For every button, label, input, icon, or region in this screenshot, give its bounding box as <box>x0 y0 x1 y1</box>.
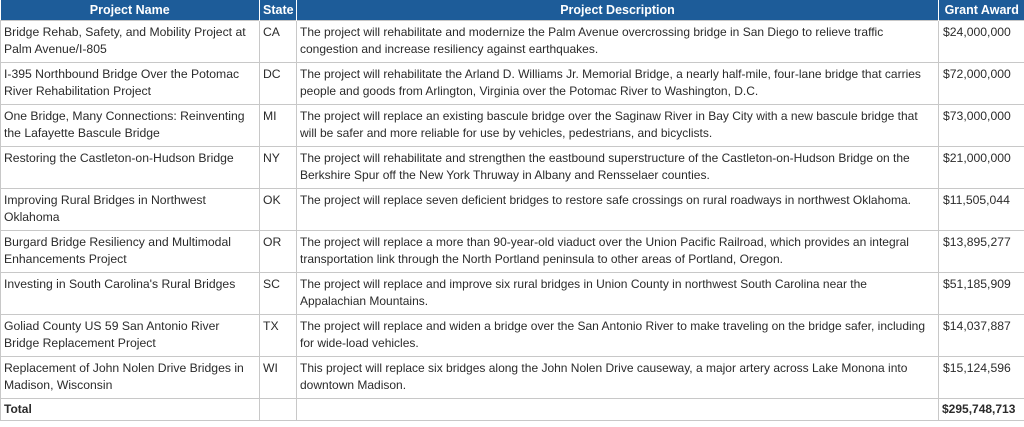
grant-award-cell: $15,124,596 <box>939 357 1024 399</box>
description-cell: The project will rehabilitate and modernize the Palm Avenue overcrossing bridge in San Diego to relieve traffic congestion and increase resiliency against earthquakes. <box>297 21 939 63</box>
grant-award-cell: $24,000,000 <box>939 21 1024 63</box>
project-name-cell: Improving Rural Bridges in Northwest Oklahoma <box>1 189 260 231</box>
state-cell: OR <box>260 231 297 273</box>
project-name-cell: I-395 Northbound Bridge Over the Potomac River Rehabilitation Project <box>1 63 260 105</box>
grant-award-cell: $21,000,000 <box>939 147 1024 189</box>
total-grant-award-cell: $295,748,713 <box>939 399 1024 421</box>
state-cell: OK <box>260 189 297 231</box>
description-cell: The project will replace an existing bascule bridge over the Saginaw River in Bay City with a new bascule bridge that will be safer and more reliable for use by vehicles, pedestrians, and bicyclists. <box>297 105 939 147</box>
table-row <box>1 315 1024 357</box>
description-cell: The project will replace and widen a bridge over the San Antonio River to make traveling on the bridge safer, including for wide-load vehicles. <box>297 315 939 357</box>
state-cell: TX <box>260 315 297 357</box>
table-row <box>1 63 1024 105</box>
header-project-name: Project Name <box>1 0 260 21</box>
project-name-cell: Restoring the Castleton-on-Hudson Bridge <box>1 147 260 189</box>
state-cell: MI <box>260 105 297 147</box>
table-row <box>1 357 1024 399</box>
header-state: State <box>260 0 297 21</box>
header-project-description: Project Description <box>297 0 939 21</box>
header-row <box>1 0 1024 21</box>
table-header <box>1 0 1024 21</box>
table-row <box>1 273 1024 315</box>
grant-award-cell: $51,185,909 <box>939 273 1024 315</box>
total-label-cell: Total <box>1 399 260 421</box>
total-description-cell <box>297 399 939 421</box>
table-body <box>1 21 1024 421</box>
table-row <box>1 105 1024 147</box>
description-cell: The project will rehabilitate and strengthen the eastbound superstructure of the Castleton-on-Hudson Bridge on the Berkshire Spur off the New York Thruway in Albany and Rensselaer counties. <box>297 147 939 189</box>
project-name-cell: Burgard Bridge Resiliency and Multimodal Enhancements Project <box>1 231 260 273</box>
table-row <box>1 147 1024 189</box>
description-cell: The project will replace seven deficient bridges to restore safe crossings on rural roadways in northwest Oklahoma. <box>297 189 939 231</box>
project-name-cell: One Bridge, Many Connections: Reinventing the Lafayette Bascule Bridge <box>1 105 260 147</box>
grant-award-cell: $13,895,277 <box>939 231 1024 273</box>
project-name-cell: Bridge Rehab, Safety, and Mobility Project at Palm Avenue/I-805 <box>1 21 260 63</box>
state-cell: DC <box>260 63 297 105</box>
state-cell: CA <box>260 21 297 63</box>
table-row <box>1 21 1024 63</box>
project-name-cell: Replacement of John Nolen Drive Bridges in Madison, Wisconsin <box>1 357 260 399</box>
state-cell: WI <box>260 357 297 399</box>
state-cell: SC <box>260 273 297 315</box>
table-row <box>1 189 1024 231</box>
grant-award-cell: $11,505,044 <box>939 189 1024 231</box>
header-grant-award: Grant Award <box>939 0 1024 21</box>
total-state-cell <box>260 399 297 421</box>
total-row <box>1 399 1024 421</box>
description-cell: The project will replace and improve six rural bridges in Union County in northwest South Carolina near the Appalachian Mountains. <box>297 273 939 315</box>
description-cell: The project will rehabilitate the Arland D. Williams Jr. Memorial Bridge, a nearly half-mile, four-lane bridge that carries people and goods from Arlington, Virginia over the Potomac River to Washington, D.C. <box>297 63 939 105</box>
grant-award-cell: $72,000,000 <box>939 63 1024 105</box>
project-name-cell: Goliad County US 59 San Antonio River Bridge Replacement Project <box>1 315 260 357</box>
grant-award-cell: $14,037,887 <box>939 315 1024 357</box>
project-name-cell: Investing in South Carolina's Rural Bridges <box>1 273 260 315</box>
grant-award-cell: $73,000,000 <box>939 105 1024 147</box>
description-cell: This project will replace six bridges along the John Nolen Drive causeway, a major artery across Lake Monona into downtown Madison. <box>297 357 939 399</box>
description-cell: The project will replace a more than 90-year-old viaduct over the Union Pacific Railroad, which provides an integral transportation link through the North Portland peninsula to other areas of Portland, Oregon. <box>297 231 939 273</box>
table-row <box>1 231 1024 273</box>
state-cell: NY <box>260 147 297 189</box>
